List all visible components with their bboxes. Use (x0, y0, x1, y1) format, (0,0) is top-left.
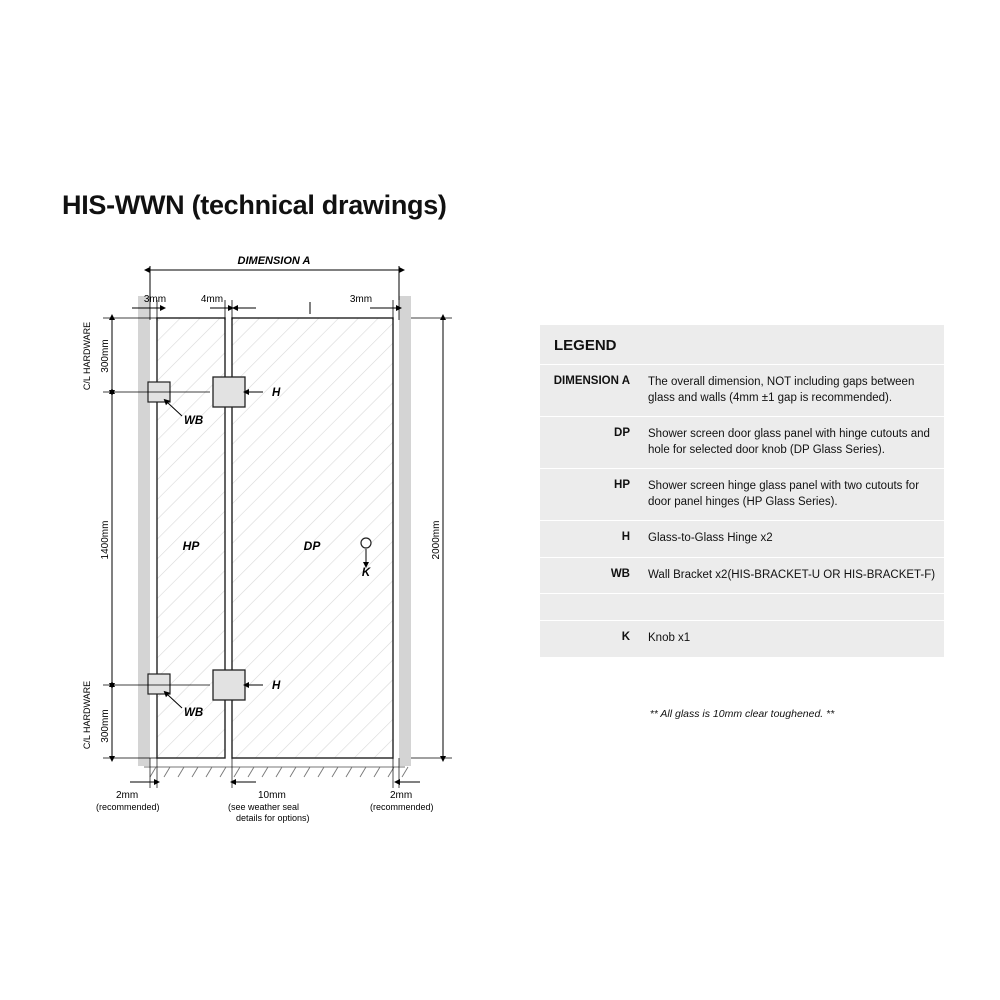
legend-key (540, 594, 640, 620)
knob-callout: K (361, 567, 371, 579)
legend-key: WB (610, 567, 630, 580)
wall-bracket-bottom-callout: WB (184, 707, 204, 719)
dim-300-top: 300mm (100, 339, 111, 373)
hinge-top-callout: H (272, 387, 281, 399)
wall-bracket-bottom (148, 674, 170, 694)
shower-screen-drawing (60, 240, 480, 840)
legend-key: DIMENSION A (553, 375, 630, 387)
gap-10mm-center-note-1: (see weather seal (228, 802, 300, 812)
legend-key: K (621, 631, 630, 644)
gap-3mm-left: 3mm (143, 294, 167, 305)
floor-hatching (144, 767, 408, 777)
legend-row-dimension-a (540, 365, 944, 417)
legend-value (640, 594, 944, 620)
cl-hardware-bottom: C/L HARDWARE (82, 680, 92, 750)
knob-hole (361, 538, 371, 548)
legend-row-h (540, 521, 944, 558)
page-title: HIS-WWN (technical drawings) (62, 190, 447, 220)
hinge-bottom-callout: H (272, 680, 281, 692)
right-wall (399, 296, 411, 766)
hinge-bottom (213, 670, 245, 700)
legend-value: The overall dimension, NOT including gaps between glass and walls (4mm ±1 gap is recommended). (648, 376, 915, 404)
legend-key: DP (614, 427, 630, 440)
legend-row-spacer (540, 594, 944, 621)
dim-2000: 2000mm (431, 520, 442, 560)
cl-hardware-top: C/L HARDWARE (82, 321, 92, 391)
gap-2mm-right-note: (recommended) (370, 802, 434, 812)
legend-value: Wall Bracket x2(HIS-BRACKET-U OR HIS-BRACKET-F) (648, 568, 936, 581)
hp-label: HP (182, 539, 200, 553)
gap-4mm-center: 4mm (200, 294, 224, 305)
legend-value: Shower screen hinge glass panel with two cutouts for door panel hinges (HP Glass Series). (648, 480, 920, 508)
gap-10mm-center-note-2: details for options) (236, 813, 310, 823)
legend-row-wb (540, 558, 944, 595)
gap-10mm-center: 10mm (258, 790, 286, 801)
legend-footnote: ** All glass is 10mm clear toughened. ** (649, 708, 835, 720)
dp-label: DP (303, 539, 321, 553)
dp-glass-panel (232, 318, 393, 758)
legend-value: Knob x1 (648, 632, 691, 645)
gap-3mm-right: 3mm (349, 294, 373, 305)
legend-row-dp (540, 417, 944, 469)
gap-2mm-left-note: (recommended) (96, 802, 160, 812)
wall-bracket-top-callout: WB (184, 415, 204, 427)
legend-row-k (540, 621, 944, 657)
legend-row-hp (540, 469, 944, 521)
legend-heading: LEGEND (540, 325, 944, 365)
legend-value: Shower screen door glass panel with hinge cutouts and hole for selected door knob (DP Glass Series). (648, 428, 930, 456)
dimension-a-label: DIMENSION A (237, 255, 311, 267)
legend-panel (540, 325, 944, 657)
gap-2mm-right: 2mm (390, 790, 413, 801)
gap-2mm-left: 2mm (116, 790, 139, 801)
legend-key: H (621, 531, 630, 544)
left-wall (138, 296, 150, 766)
legend-value: Glass-to-Glass Hinge x2 (648, 532, 773, 545)
dim-300-bottom: 300mm (100, 709, 111, 743)
dim-1400: 1400mm (100, 520, 111, 560)
hinge-top (213, 377, 245, 407)
legend-key: HP (614, 479, 630, 492)
